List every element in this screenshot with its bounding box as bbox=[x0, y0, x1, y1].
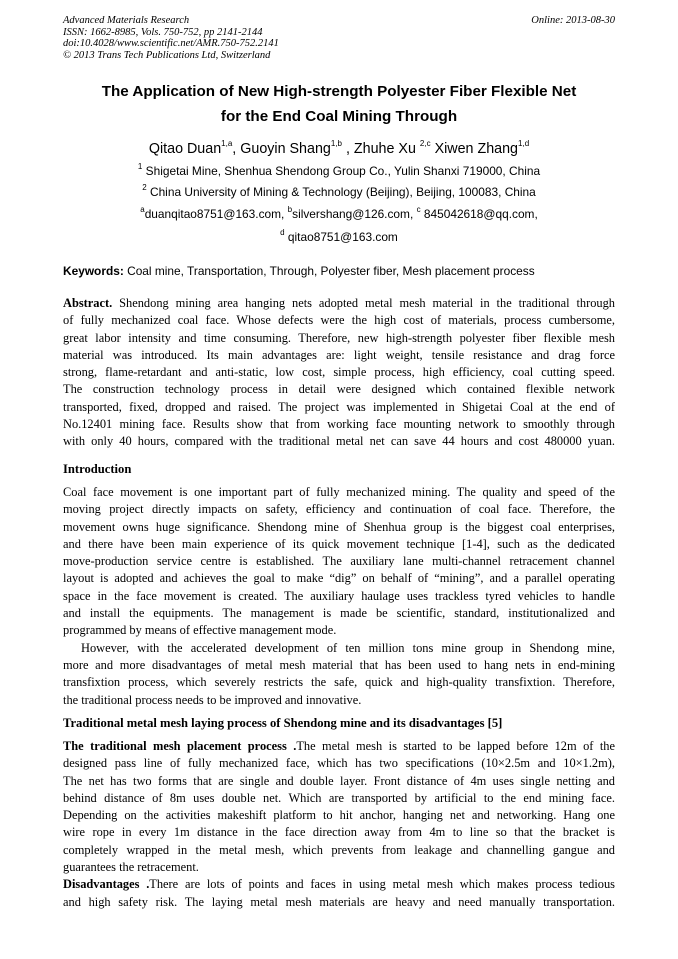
affiliation-1-sup: 1 bbox=[137, 162, 143, 172]
traditional-line: wire rope in every 1m distance in the face direction away from 4m to line so that the bracket is bbox=[63, 825, 615, 840]
intro-line: layout is adopted and achieves the goal to make “dig” on behalf of “mining”, and a parallel operating bbox=[63, 571, 615, 586]
traditional-line: guarantees the retracement. bbox=[63, 860, 199, 875]
section-heading-traditional: Traditional metal mesh laying process of Shendong mine and its disadvantages [5] bbox=[63, 716, 503, 730]
traditional-line bbox=[63, 738, 615, 755]
intro-line: the traditional process needs to be improved and innovative. bbox=[63, 692, 362, 707]
abstract-line: strong, flame-retardant and anti-static, low cost, simple process, high efficiency, coal cutting speed. bbox=[63, 365, 615, 380]
traditional-line-text: The metal mesh is started to be lapped before 12m of the bbox=[296, 739, 615, 753]
abstract-line: great labor intensity and time consuming. Therefore, new high-strength polyester fiber flexible mesh bbox=[63, 330, 615, 345]
abstract-line: of fully mechanized coal face. Whose defects were the high cost of materials, process cumbersome, bbox=[63, 313, 615, 328]
online-date: Online: 2013-08-30 bbox=[531, 15, 615, 26]
email-d-sup: d bbox=[280, 228, 285, 238]
intro-line: and there have been main experience of its quick movement technique [1-4], such as the dedicated bbox=[63, 536, 615, 551]
abstract-line: with only 40 hours, compared with the traditional metal net can save 44 hours and cost 480000 yuan. bbox=[63, 434, 615, 449]
abstract-line: material was introduced. Its main advantages are: light weight, tensile resistance and drag force bbox=[63, 347, 615, 362]
keywords-label: Keywords: bbox=[63, 264, 124, 278]
email-line-1 bbox=[63, 206, 615, 222]
email-c-sup: c bbox=[416, 205, 421, 215]
abstract-label: Abstract. bbox=[63, 296, 113, 310]
author-1-sup: 1,a bbox=[221, 139, 233, 149]
author-3-sup: 2,c bbox=[419, 139, 431, 149]
author-2: Guoyin Shang bbox=[240, 141, 331, 157]
abstract-line: The construction technology process in detail were designed which contained flexible network bbox=[63, 382, 615, 397]
email-a[interactable]: duanqitao8751@163.com, bbox=[144, 207, 285, 221]
author-list bbox=[63, 139, 615, 159]
intro-line: more and more disadvantages of metal mesh material that has been used to hang nets in end-mining bbox=[63, 657, 615, 672]
intro-line: moving project directly impacts on safety, efficiency and continuation of coal face. Therefore, the bbox=[63, 502, 615, 517]
intro-line: space in the face movement is created. The auxiliary haulage uses trackless tyred vehicles to handle bbox=[63, 588, 615, 603]
disadvantages-line: and high safety risk. The laying metal mesh materials are heavy and need manually transportation. bbox=[63, 894, 615, 909]
intro-line: Coal face movement is one important part of fully mechanized mining. The quality and speed of the bbox=[63, 485, 615, 499]
abstract-line bbox=[63, 295, 615, 312]
author-4-sup: 1,d bbox=[518, 139, 530, 149]
disadvantages-label: Disadvantages . bbox=[63, 877, 150, 892]
email-line-2 bbox=[63, 229, 615, 245]
email-d[interactable]: qitao8751@163.com bbox=[287, 230, 398, 244]
issn-line: ISSN: 1662-8985, Vols. 750-752, pp 2141-2144 bbox=[63, 26, 263, 38]
copyright-line: © 2013 Trans Tech Publications Ltd, Switzerland bbox=[63, 49, 271, 61]
traditional-body bbox=[63, 738, 615, 911]
email-a-sup: a bbox=[140, 205, 145, 215]
title-line-1: The Application of New High-strength Polyester Fiber Flexible Net bbox=[101, 83, 577, 100]
intro-line: movement owns huge significance. Shendong mine of Shenhua group is the biggest coal enterprises, bbox=[63, 519, 615, 534]
author-1: Qitao Duan bbox=[148, 141, 222, 157]
intro-line: move-production service centre is established. The auxiliary lane multi-channel retracement channel bbox=[63, 554, 615, 569]
section-heading-introduction: Introduction bbox=[63, 462, 132, 476]
author-separator: , bbox=[342, 141, 354, 157]
journal-name: Advanced Materials Research bbox=[63, 15, 190, 26]
journal-header bbox=[63, 15, 615, 61]
traditional-line: Depending on the activities makeshift platform to hit anchor, hanging net and networking. Hang one bbox=[63, 808, 615, 823]
traditional-label: The traditional mesh placement process . bbox=[63, 739, 297, 753]
doi-line[interactable]: doi:10.4028/www.scientific.net/AMR.750-752.2141 bbox=[63, 38, 279, 50]
abstract-line: No.12401 mining face. Results show that from working face mounting network to smoothly through bbox=[63, 417, 615, 432]
author-2-sup: 1,b bbox=[330, 139, 342, 149]
intro-line: However, with the accelerated development of ten million tons mine group in Shendong mine, bbox=[81, 640, 615, 655]
author-separator: , bbox=[232, 141, 241, 157]
intro-line: programmed by means of effective management mode. bbox=[63, 623, 337, 638]
intro-line: and install the equipments. The management is made be scientific, standard, institutionalized and bbox=[63, 606, 615, 621]
title-line-2: for the End Coal Mining Through bbox=[220, 107, 458, 125]
traditional-line: behind distance of 8m uses double net. Which are transported by artificial to the end mining face. bbox=[63, 790, 615, 805]
email-b[interactable]: silvershang@126.com, bbox=[292, 207, 414, 221]
email-b-sup: b bbox=[287, 205, 293, 215]
paper-title bbox=[63, 80, 615, 129]
traditional-line: The net has two forms that are single and double layer. Front distance of 4m uses single netting and bbox=[63, 773, 615, 788]
affiliation-1 bbox=[63, 163, 615, 179]
affiliation-2 bbox=[63, 184, 615, 200]
affiliation-2-text: China University of Mining & Technology (Beijing), Beijing, 100083, China bbox=[149, 185, 536, 199]
introduction-body bbox=[63, 484, 615, 709]
keywords-text: Coal mine, Transportation, Through, Polyester fiber, Mesh placement process bbox=[127, 264, 535, 278]
traditional-line: designed pass line of fully mechanized face, which has two specifications (10×2.5m and 10×1.2m), bbox=[63, 756, 615, 771]
author-3: Zhuhe Xu bbox=[353, 141, 416, 157]
intro-line: transfixtion process, which severely restricts the safe, quick and high-quality transfixtion. Therefore, bbox=[63, 675, 615, 690]
abstract-line-text: Shendong mining area hanging nets adopted metal mesh material in the traditional through bbox=[119, 296, 615, 310]
affiliation-2-sup: 2 bbox=[142, 183, 147, 193]
author-4: Xiwen Zhang bbox=[434, 141, 519, 157]
keywords bbox=[63, 263, 615, 279]
traditional-line: completely wrapped in the metal mesh, which prevents from leakage and channelling gangue and bbox=[63, 842, 615, 857]
disadvantages-line-text: There are lots of points and faces in using metal mesh which makes process tedious bbox=[149, 877, 615, 892]
affiliation-1-text: Shigetai Mine, Shenhua Shendong Group Co., Yulin Shanxi 719000, China bbox=[145, 164, 541, 178]
abstract-line: transported, fixed, dropped and raised. The project was implemented in Shigetai Coal at the end of bbox=[63, 399, 615, 414]
disadvantages-line bbox=[63, 876, 615, 893]
abstract bbox=[63, 295, 615, 451]
email-c[interactable]: 845042618@qq.com, bbox=[423, 207, 538, 221]
